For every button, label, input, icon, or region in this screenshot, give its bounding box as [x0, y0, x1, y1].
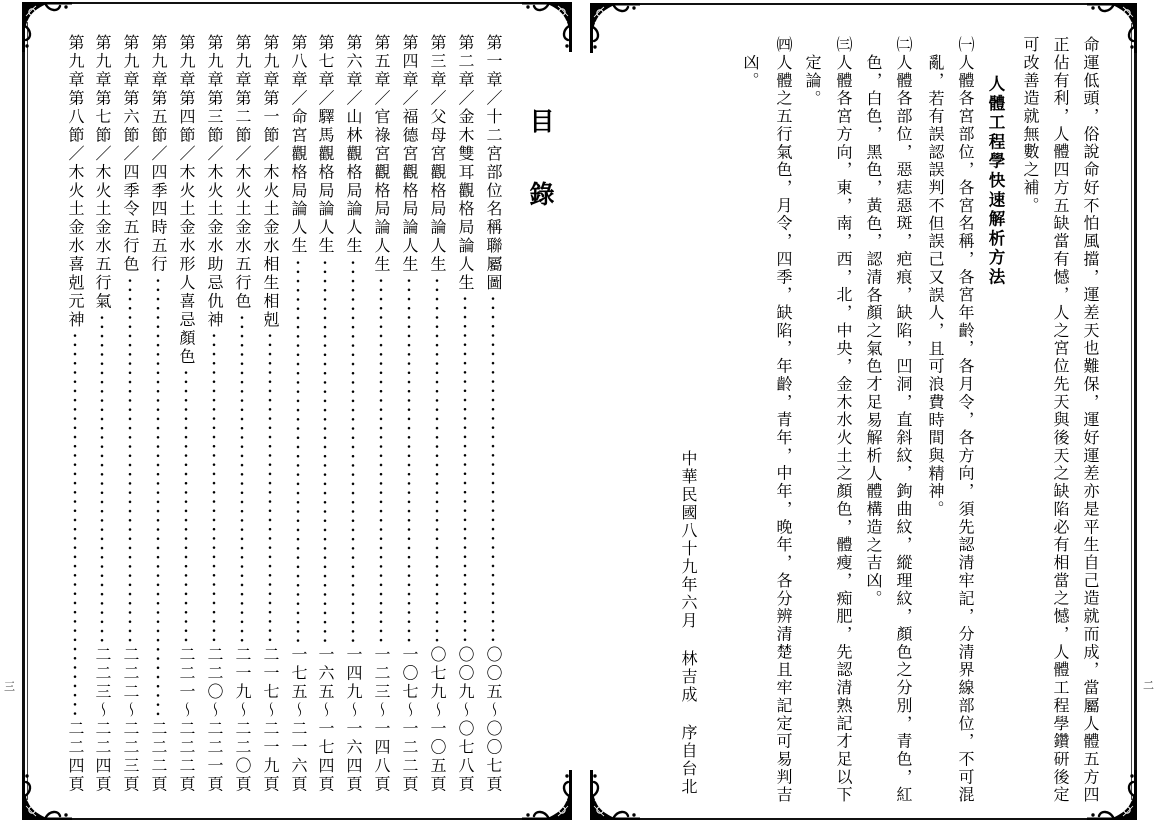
toc-entry-title: 山林觀格局論人生: [344, 107, 363, 256]
toc-leader-dots: [427, 276, 447, 644]
toc-entry-label: [232, 34, 252, 311]
signature-date: 中華民國八十九年六月: [679, 450, 698, 630]
toc-entry-pages: 二二二頁: [149, 720, 168, 794]
toc-leader-dots: [204, 331, 224, 644]
toc-entry: [483, 34, 503, 794]
item-marker: ㈠: [956, 36, 975, 54]
left-page-frame-top: [22, 2, 572, 4]
toc-entry: [204, 34, 224, 794]
toc-separator: ／: [484, 89, 503, 108]
toc-entry-title: 木火土金水形人喜忌顏色: [177, 163, 196, 367]
preface-item: [893, 36, 913, 804]
toc-entry-number: 第三章: [428, 34, 447, 90]
corner-ornament-icon: [522, 770, 572, 820]
preface-item-continuation: 凶。: [741, 53, 760, 90]
toc-entry-title: 金木雙耳觀格局論人生: [456, 107, 475, 293]
preface-line: 正佔有利，人體四方五缺當有憾，人之宮位先天與後天之缺陷必有相當之憾，人體工程學鑽研後定: [1051, 36, 1070, 804]
toc-entry: [455, 34, 475, 794]
corner-ornament-icon: [590, 3, 640, 53]
toc-entry-label: [483, 34, 503, 292]
right-page-frame-bottom: [590, 818, 1137, 820]
item-line: 人體之五行氣色，月令，四季，缺陷，年齡，青年，中年，晚年，各分辨清楚且牢記定可易判吉: [774, 53, 793, 804]
toc-entry-title: 官祿宮觀格局論人生: [372, 107, 391, 274]
toc-entry-pages: 二二一～二二二頁: [177, 646, 196, 794]
toc-leader-dots: [343, 258, 363, 645]
toc-entry-label: [120, 34, 140, 274]
toc-leader-dots: [315, 258, 335, 645]
toc-entry-number: 第九章第六節: [121, 34, 140, 145]
toc-entry-number: 第五章: [372, 34, 391, 90]
toc-entry-pages: 二一七～二一九頁: [261, 646, 280, 794]
toc-leader-dots: [260, 331, 280, 644]
toc-entry: [120, 34, 140, 794]
toc-separator: ／: [428, 89, 447, 108]
toc-entry: [288, 34, 308, 794]
toc-separator: ／: [344, 89, 363, 108]
toc-leader-dots: [148, 276, 168, 718]
toc-entry-pages: 〇七九～一〇五頁: [428, 646, 447, 794]
preface-item: [773, 36, 793, 804]
toc-separator: ／: [177, 144, 196, 164]
toc-entry-pages: 二二二～二二三頁: [121, 646, 140, 794]
toc-entry-number: 第九章第五節: [149, 34, 168, 145]
toc-entry-label: [315, 34, 335, 256]
toc-separator: ／: [93, 144, 112, 164]
toc-heading: 目錄: [526, 108, 555, 254]
toc-entry-title: 父母宮觀格局論人生: [428, 107, 447, 274]
toc-leader-dots: [399, 276, 419, 644]
right-page-frame-outer-edge: [1134, 3, 1137, 820]
toc-entry-label: [148, 34, 168, 274]
toc-leader-dots: [483, 294, 503, 644]
toc-entry-number: 第一章: [484, 34, 503, 90]
toc-separator: ／: [149, 144, 168, 164]
toc-separator: ／: [289, 89, 308, 108]
toc-entry-label: [399, 34, 419, 274]
toc-entry-title: 四季四時五行: [149, 163, 168, 274]
toc-leader-dots: [176, 368, 196, 644]
item-line: 人體各宮方向，東，南，西，北，中央，金木水火土之顏色，體瘦，痴肥，先認清熟記才足以下: [834, 53, 853, 804]
toc-separator: ／: [456, 89, 475, 108]
toc-entry: [176, 34, 196, 794]
preface-item: [955, 36, 975, 804]
toc-entry-pages: 一〇七～一二二頁: [400, 646, 419, 794]
toc-entry-number: 第八章: [289, 34, 308, 90]
toc-entry: [427, 34, 447, 794]
toc-entry: [65, 34, 85, 794]
toc-entry: [315, 34, 335, 794]
toc-entry-label: [260, 34, 280, 329]
toc-entry: [92, 34, 112, 794]
item-marker: ㈡: [894, 36, 913, 54]
item-line: 人體各宮部位，各宮名稱，各宮年齡，各月令，各方向，須先認清牢記，分清界線部位，不可混: [956, 53, 975, 804]
item-line: 人體各部位，惡痣惡斑，疤痕，缺陷，凹洞，直斜紋，鉤曲紋，縱理紋，顏色之分別，青色，紅: [894, 53, 913, 804]
toc-entry-label: [65, 34, 85, 329]
toc-entry-title: 木火土金水相生相剋: [261, 163, 280, 330]
toc-entry-number: 第九章第四節: [177, 34, 196, 145]
toc-entry-pages: 一四九～一六四頁: [344, 646, 363, 794]
toc-entry-label: [288, 34, 308, 256]
signature-note: 序自台北: [679, 724, 698, 796]
toc-entry-pages: 二二〇～二二一頁: [205, 646, 224, 794]
toc-entry-label: [204, 34, 224, 329]
item-marker: ㈢: [834, 36, 853, 54]
toc-entry-title: 木火土金水助忌仇神: [205, 163, 224, 330]
toc-entry-pages: 一二三～一四八頁: [372, 646, 391, 794]
left-page-frame-outer-edge: [22, 2, 25, 820]
toc-entry: [399, 34, 419, 794]
toc-entry-title: 木火土金水喜剋元神: [66, 163, 85, 330]
toc-entry-pages: 二二三～二二四頁: [93, 646, 112, 794]
left-page-frame-inner-rule: [27, 2, 28, 820]
toc-entry: [371, 34, 391, 794]
toc-separator: ／: [372, 89, 391, 108]
preface-item-continuation: 定論。: [803, 53, 822, 108]
right-page-number: 二: [1143, 679, 1154, 692]
toc-entry: [232, 34, 252, 794]
toc-separator: ／: [316, 89, 335, 108]
toc-entry-pages: 一七五～二一六頁: [289, 646, 308, 794]
signature-author: 林吉成: [679, 650, 698, 704]
left-page-number: 三: [4, 680, 15, 693]
toc-entry-number: 第七章: [316, 34, 335, 90]
toc-separator: ／: [66, 144, 85, 164]
preface-line: 命運低頭，俗說命好不怕風擋，運差天也難保，運好運差亦是平生自己造就而成，當屬人體五方四: [1081, 36, 1100, 804]
toc-entry-pages: 二二四頁: [66, 720, 85, 794]
preface-line: 可改善造就無數之補。: [1021, 36, 1040, 215]
preface-item: [833, 36, 853, 804]
toc-entry-label: [176, 34, 196, 366]
toc-separator: ／: [121, 144, 140, 164]
toc-entry-label: [92, 34, 112, 311]
toc-entry-number: 第四章: [400, 34, 419, 90]
toc-leader-dots: [120, 276, 140, 644]
toc-entry-number: 第九章第一節: [261, 34, 280, 145]
toc-entry-label: [427, 34, 447, 274]
toc-leader-dots: [288, 258, 308, 645]
toc-entry-title: 十二宮部位名稱聯屬圖: [484, 107, 503, 293]
toc-entry-label: [343, 34, 363, 256]
toc-entry-number: 第二章: [456, 34, 475, 90]
toc-entry-pages: 一六五～一七四頁: [316, 646, 335, 794]
toc-separator: ／: [233, 144, 252, 164]
preface-item-continuation: 亂，若有誤認誤判不但誤己又誤人，且可浪費時間與精神。: [926, 53, 945, 519]
right-page-frame-inner-rule: [1131, 3, 1132, 820]
section-title: 人體工程學快速解析方法: [986, 75, 1005, 288]
toc-entry-title: 福德宮觀格局論人生: [400, 107, 419, 274]
toc-entry-number: 第九章第三節: [205, 34, 224, 145]
preface-item-continuation: 色，白色，黑色，黃色，認清各顏之氣色才足易解析人體構造之吉凶。: [864, 53, 883, 608]
toc-leader-dots: [65, 331, 85, 718]
left-page-frame-bottom: [22, 818, 572, 820]
toc-entry: [148, 34, 168, 794]
corner-ornament-icon: [590, 770, 640, 820]
toc-entry-title: 驛馬觀格局論人生: [316, 107, 335, 256]
toc-entry-number: 第六章: [344, 34, 363, 90]
toc-entry-number: 第九章第二節: [233, 34, 252, 145]
toc-entry-label: [455, 34, 475, 292]
toc-leader-dots: [232, 313, 252, 644]
corner-ornament-icon: [522, 2, 572, 52]
toc-separator: ／: [400, 89, 419, 108]
toc-entry-title: 木火土金水五行色: [233, 163, 252, 311]
toc-entry-title: 四季令五行色: [121, 163, 140, 274]
toc-entry-pages: 〇〇九～〇七八頁: [456, 646, 475, 794]
toc-leader-dots: [92, 313, 112, 644]
toc-entry-label: [371, 34, 391, 274]
right-page-frame-top: [590, 3, 1137, 5]
toc-leader-dots: [455, 294, 475, 644]
toc-entry-number: 第九章第七節: [93, 34, 112, 145]
toc-entry-title: 命宮觀格局論人生: [289, 107, 308, 256]
toc-entry-number: 第九章第八節: [66, 34, 85, 145]
toc-entry: [343, 34, 363, 794]
toc-leader-dots: [371, 276, 391, 644]
toc-separator: ／: [205, 144, 224, 164]
item-marker: ㈣: [774, 36, 793, 54]
signature: [678, 450, 698, 796]
toc-entry-title: 木火土金水五行氣: [93, 163, 112, 311]
toc-entry-pages: 二一九～二二〇頁: [233, 646, 252, 794]
toc-entry-pages: 〇〇五～〇〇七頁: [484, 646, 503, 794]
toc-separator: ／: [261, 144, 280, 164]
toc-entry: [260, 34, 280, 794]
